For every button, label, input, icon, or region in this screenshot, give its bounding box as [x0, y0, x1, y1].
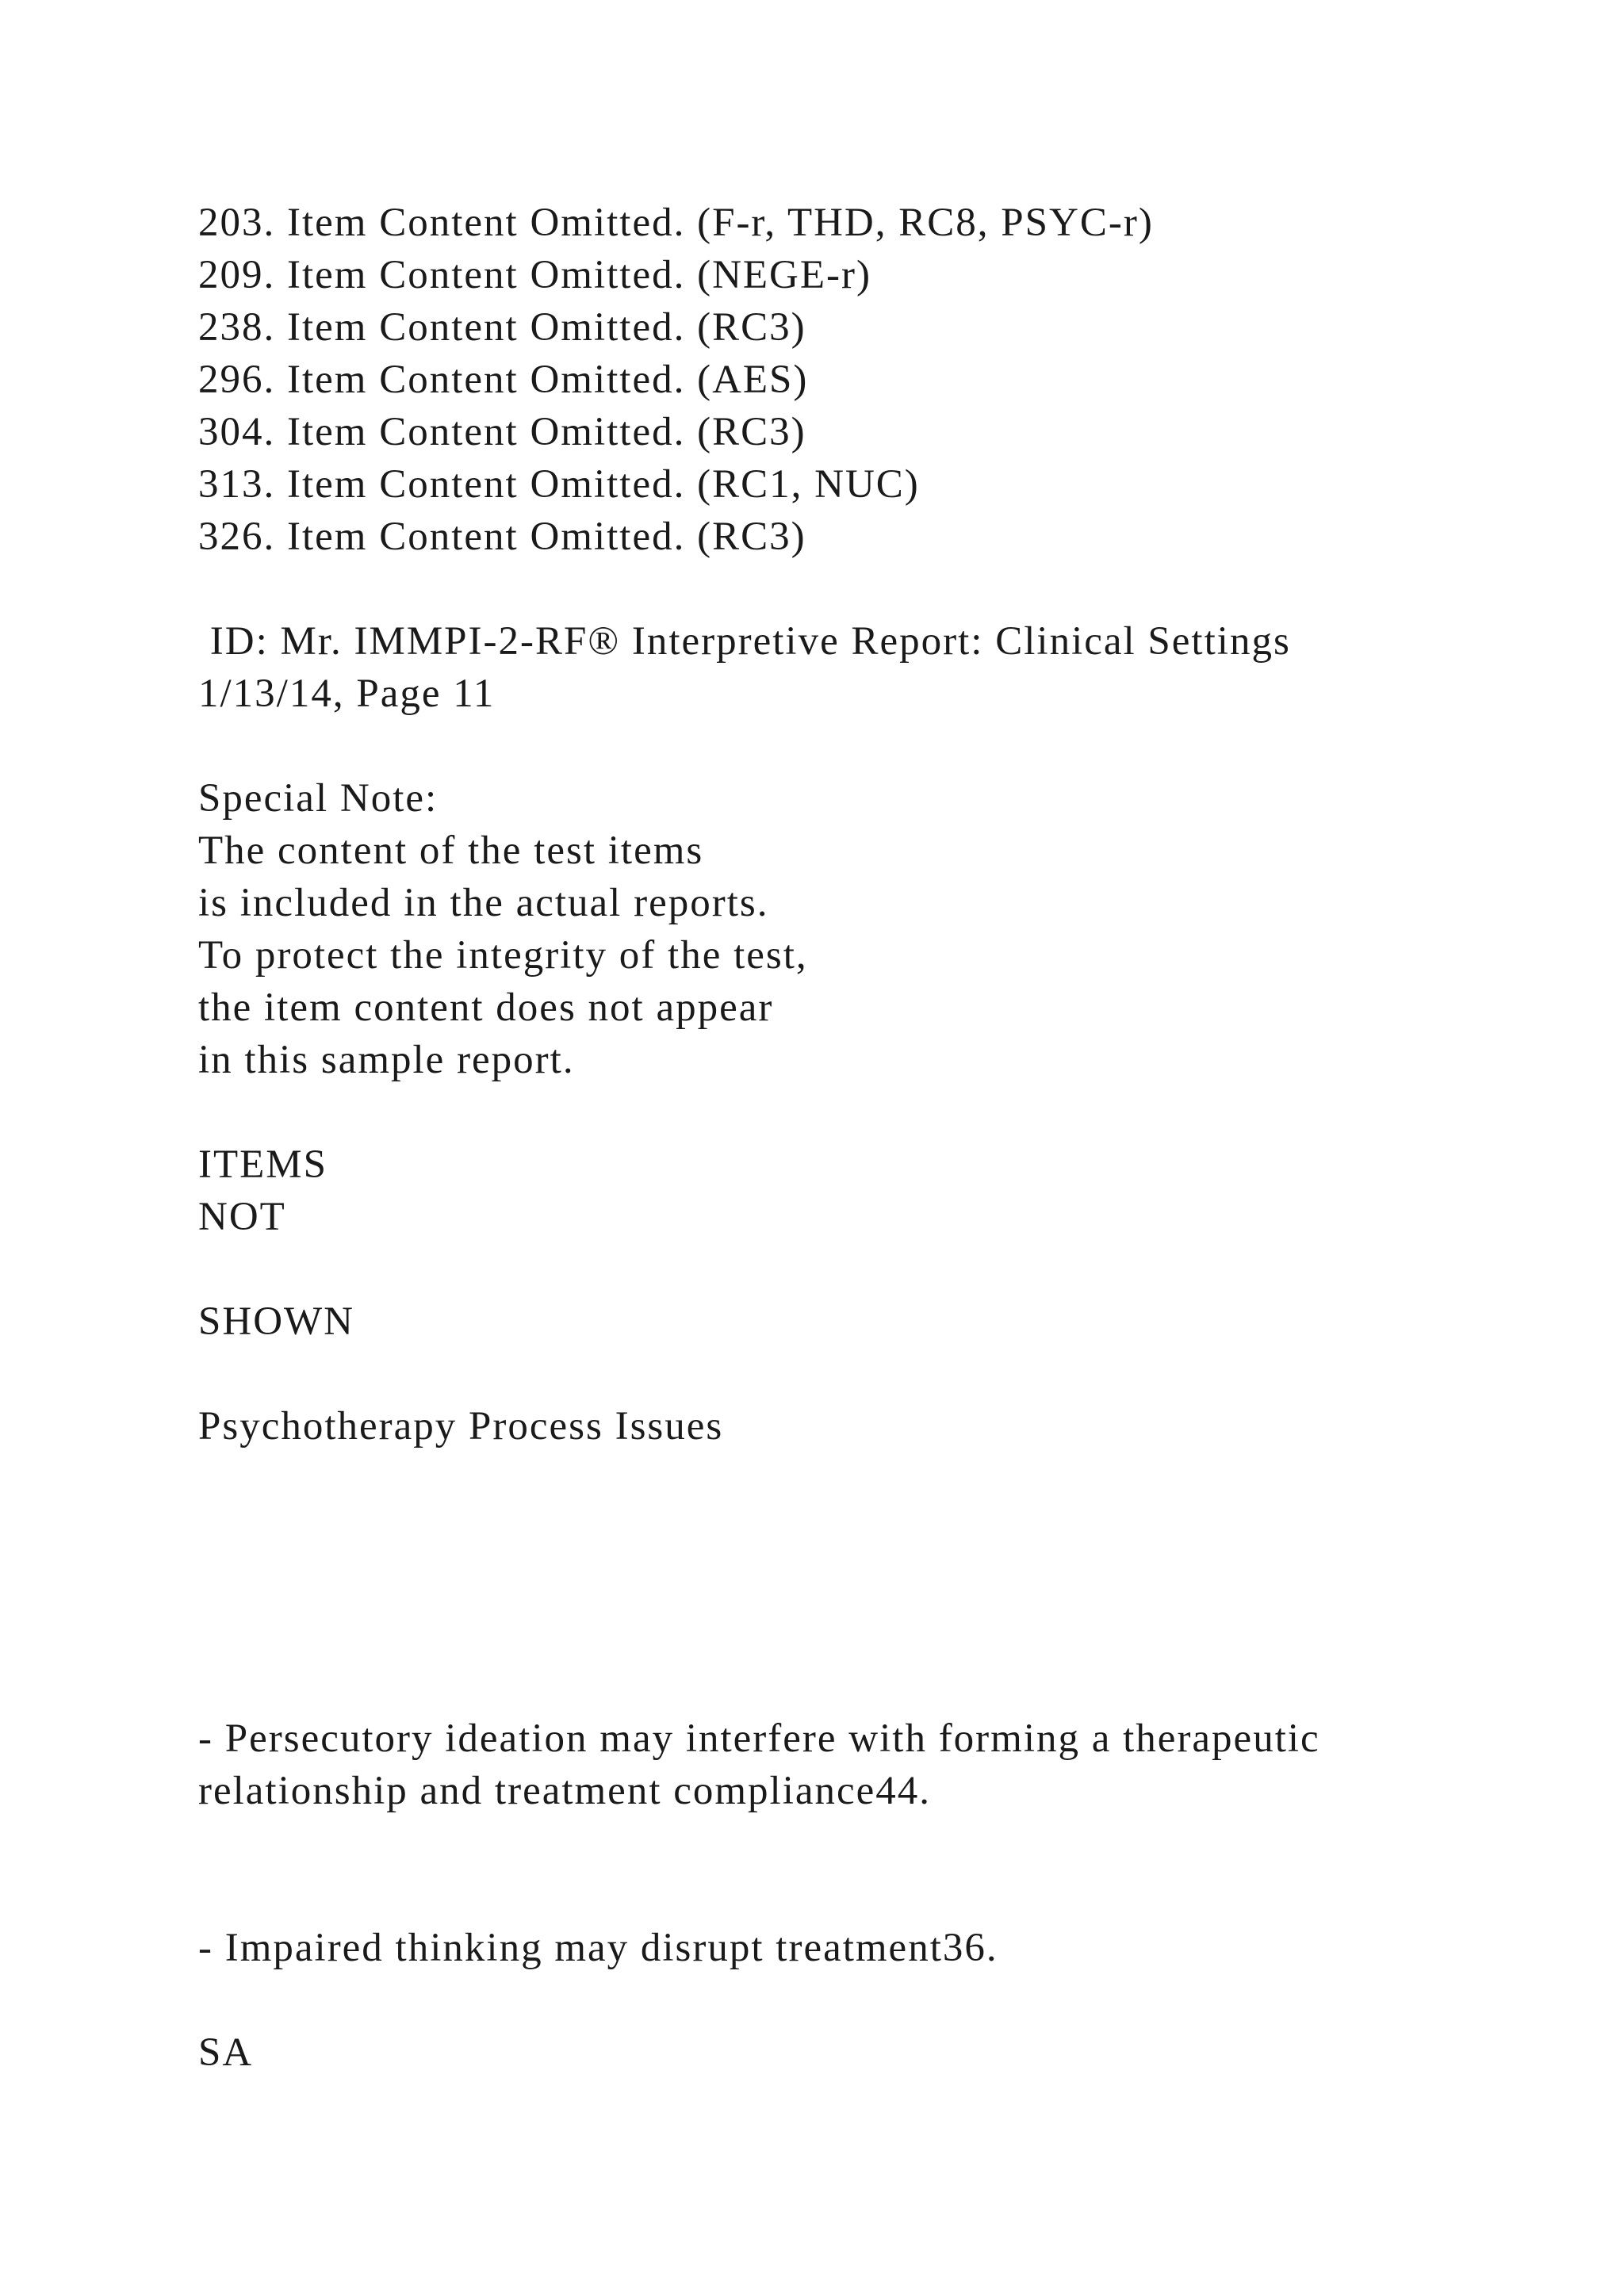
omitted-item-203: 203. Item Content Omitted. (F-r, THD, RC8, PSYC-r)	[198, 201, 1154, 245]
special-note-title: Special Note:	[198, 776, 439, 821]
stamp-shown: SHOWN	[198, 1299, 354, 1344]
trailing-text: SA	[198, 2030, 254, 2075]
special-note-line: in this sample report.	[198, 1038, 575, 1082]
special-note-line: the item content does not appear	[198, 985, 774, 1030]
stamp-items: ITEMS	[198, 1142, 327, 1187]
bullet-persecutory-ideation-line2: relationship and treatment compliance44.	[198, 1769, 932, 1813]
report-header-date-page: 1/13/14, Page 11	[198, 672, 496, 716]
bullet-persecutory-ideation-line1: - Persecutory ideation may interfere with forming a therapeutic	[198, 1716, 1320, 1761]
report-header-title: ID: Mr. IMMPI-2-RF® Interpretive Report: Clinical Settings	[198, 619, 1291, 664]
omitted-item-304: 304. Item Content Omitted. (RC3)	[198, 410, 806, 454]
bullet-impaired-thinking: - Impaired thinking may disrupt treatment36.	[198, 1926, 998, 1970]
stamp-not: NOT	[198, 1195, 286, 1239]
special-note-line: is included in the actual reports.	[198, 881, 769, 925]
special-note-line: To protect the integrity of the test,	[198, 933, 808, 978]
omitted-item-296: 296. Item Content Omitted. (AES)	[198, 358, 809, 402]
omitted-item-326: 326. Item Content Omitted. (RC3)	[198, 515, 806, 559]
omitted-item-238: 238. Item Content Omitted. (RC3)	[198, 305, 806, 350]
omitted-item-209: 209. Item Content Omitted. (NEGE-r)	[198, 253, 871, 297]
special-note-line: The content of the test items	[198, 828, 704, 873]
omitted-item-313: 313. Item Content Omitted. (RC1, NUC)	[198, 462, 920, 507]
section-heading: Psychotherapy Process Issues	[198, 1404, 724, 1448]
